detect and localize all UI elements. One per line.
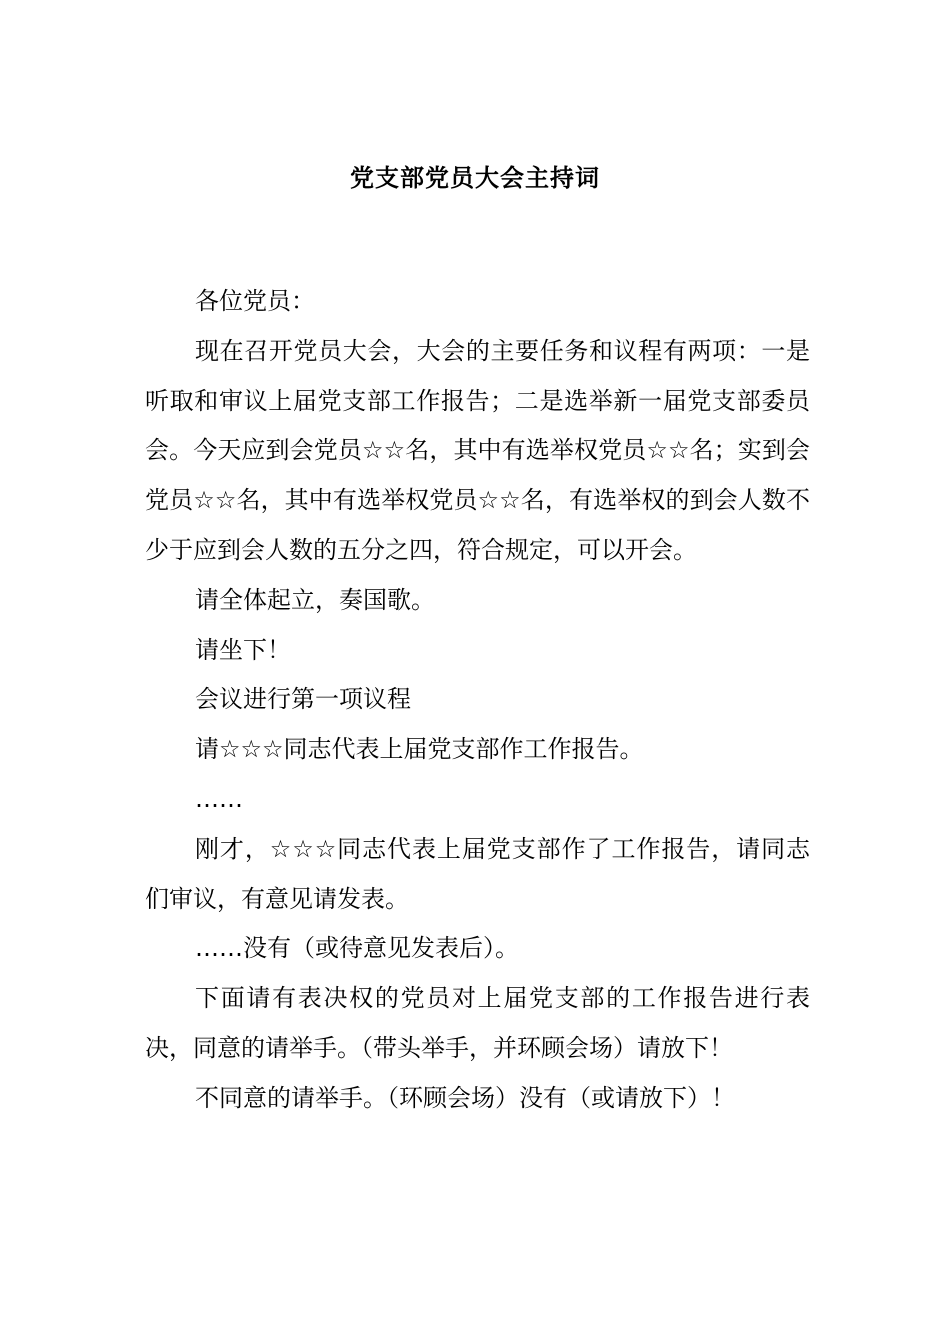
paragraph-work-report: 请☆☆☆同志代表上届党支部作工作报告。 bbox=[195, 735, 644, 764]
page-title: 党支部党员大会主持词 bbox=[350, 164, 600, 192]
paragraph-agenda-intro: 现在召开党员大会，大会的主要任务和议程有两项：一是听取和审议上届党支部工作报告；二是选举新一届党支部委员会。今天应到会党员☆☆名，其中有选举权党员☆☆名；实到会党员☆☆名，其中有选举权党员☆☆名，有选举权的到会人数不少于应到会人数的五分之四，符合规定，可以开会。 bbox=[145, 336, 810, 564]
paragraph-ellipsis: …… bbox=[195, 784, 243, 813]
document-body bbox=[145, 277, 810, 1124]
paragraph-first-agenda: 会议进行第一项议程 bbox=[195, 685, 411, 714]
paragraph-no-objection: ……没有（或待意见发表后）。 bbox=[195, 934, 519, 963]
paragraph-vote-approve: 下面请有表决权的党员对上届党支部的工作报告进行表决，同意的请举手。（带头举手，并环顾会场）请放下！ bbox=[145, 984, 810, 1062]
paragraph-vote-oppose: 不同意的请举手。（环顾会场）没有（或请放下）！ bbox=[195, 1083, 735, 1112]
paragraph-sit-down: 请坐下！ bbox=[195, 635, 291, 664]
paragraph-national-anthem: 请全体起立，奏国歌。 bbox=[195, 585, 435, 614]
paragraph-review-request: 刚才，☆☆☆同志代表上届党支部作了工作报告，请同志们审议，有意见请发表。 bbox=[145, 834, 810, 913]
paragraph-greeting: 各位党员： bbox=[195, 287, 315, 315]
